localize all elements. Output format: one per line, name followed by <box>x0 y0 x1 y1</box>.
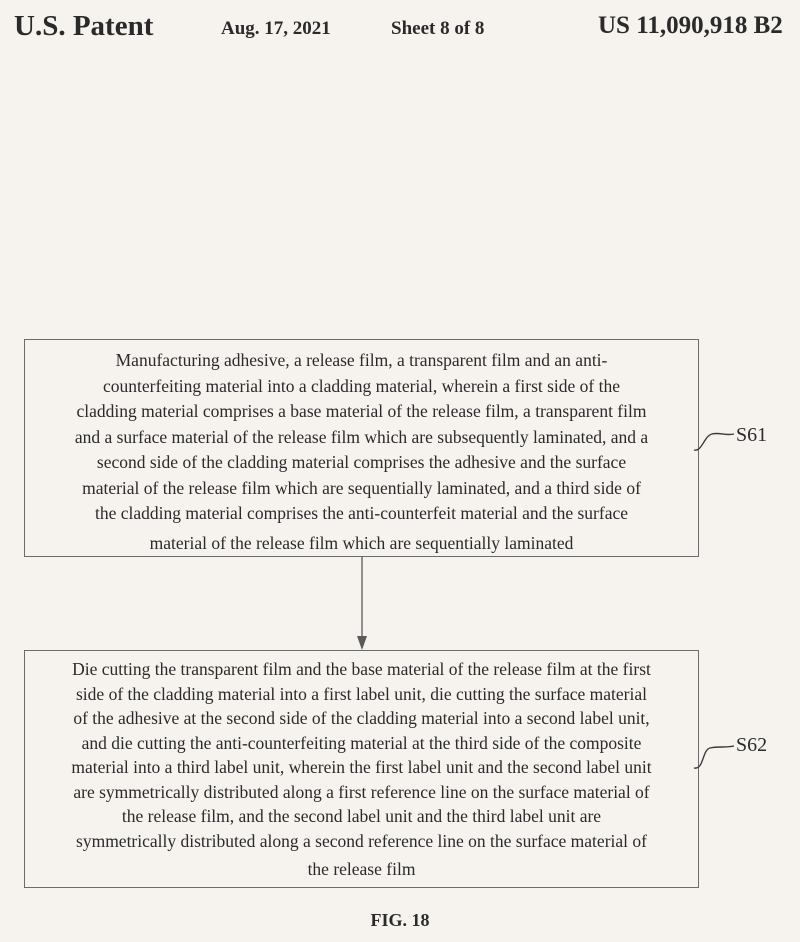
step-text-line: material of the release film which are sequentially laminated <box>149 532 574 553</box>
step-text-line: material of the release film which are sequentially laminated, and a third side of <box>82 477 641 498</box>
step-text-line: material into a third label unit, wherein the first label unit and the second label unit <box>71 757 652 777</box>
step-text-line: the cladding material comprises the anti-counterfeit material and the surface <box>94 503 629 523</box>
step-text-line: Die cutting the transparent film and the base material of the release film at the first <box>72 659 651 679</box>
step-text-line: Manufacturing adhesive, a release film, a transparent film and an anti- <box>115 350 608 370</box>
step-text-line: second side of the cladding material comprises the adhesive and the surface <box>96 452 627 472</box>
leader-curve-icon <box>692 422 736 454</box>
step-s61-text <box>39 348 684 556</box>
step-text-line: side of the cladding material into a first label unit, die cutting the surface material <box>76 683 647 704</box>
figure-caption: FIG. 18 <box>370 910 430 930</box>
ref-label-s62: S62 <box>736 734 768 756</box>
step-text-line: are symmetrically distributed along a first reference line on the surface material of <box>73 781 650 802</box>
step-text-line: of the adhesive at the second side of the cladding material into a second label unit, <box>73 708 650 728</box>
leader-curve-icon <box>692 732 736 772</box>
sheet-number: Sheet 8 of 8 <box>391 18 485 39</box>
flow-arrow-head <box>357 636 367 650</box>
patent-header <box>0 8 800 48</box>
step-box-s62 <box>24 650 699 888</box>
ref-s61 <box>692 422 792 462</box>
step-text-line: cladding material comprises a base material of the release film, a transparent film <box>76 401 647 421</box>
step-box-s61 <box>24 339 699 557</box>
patent-date: Aug. 17, 2021 <box>221 18 331 39</box>
step-s62-text <box>29 657 694 882</box>
patent-label: U.S. Patent <box>14 10 154 42</box>
step-text-line: the release film <box>307 859 416 879</box>
step-text-line: and a surface material of the release film which are subsequently laminated, and a <box>74 426 649 447</box>
flow-arrow <box>355 557 369 651</box>
step-text-line: symmetrically distributed along a second reference line on the surface material of <box>76 830 647 851</box>
step-text-line: and die cutting the anti-counterfeiting material at the third side of the composite <box>81 732 642 753</box>
step-text-line: the release film, and the second label unit and the third label unit are <box>121 806 602 826</box>
step-text-line: counterfeiting material into a cladding material, wherein a first side of the <box>102 375 621 396</box>
patent-number: US 11,090,918 B2 <box>598 12 783 39</box>
ref-s62 <box>692 732 792 772</box>
ref-label-s61: S61 <box>736 424 768 446</box>
